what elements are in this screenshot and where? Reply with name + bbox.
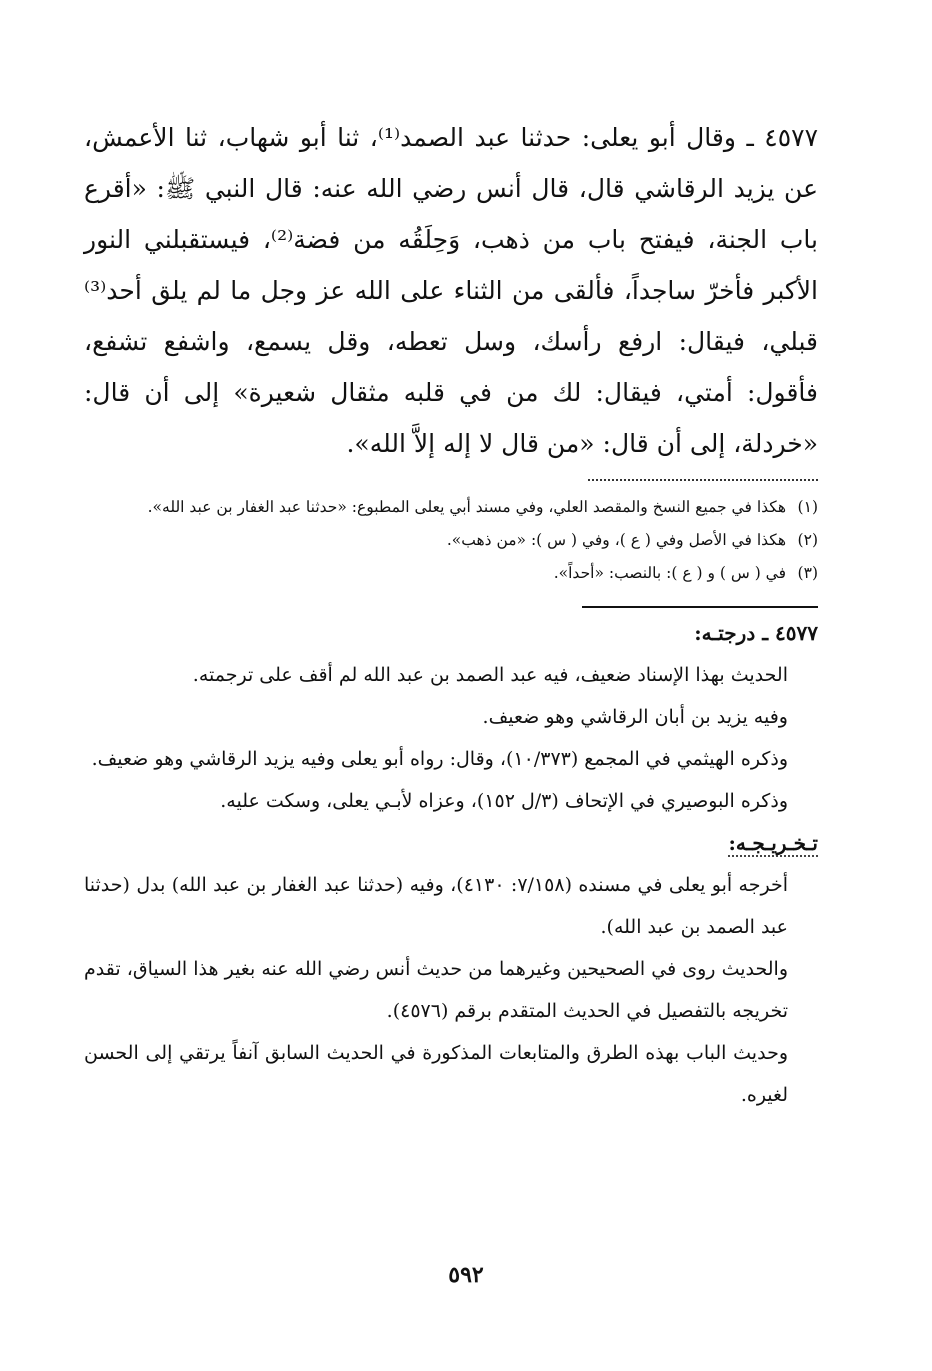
takhrij-heading	[84, 822, 818, 864]
grade-paragraph-4: وذكره البوصيري في الإتحاف (٣/ل ١٥٢)، وعزاه لأبـي يعلى، وسكت عليه.	[220, 790, 788, 812]
grade-heading-label: درجتـه:	[694, 621, 756, 645]
takhrij-paragraph-3: وحديث الباب بهذه الطرق والمتابعات المذكورة في الحديث السابق آنفاً يرتقي إلى الحسن لغيره.	[84, 1042, 788, 1106]
page-number: ٥٩٢	[448, 1262, 484, 1288]
footnote-number: (١)	[797, 498, 818, 516]
takhrij-paragraph-2: والحديث روى في الصحيحين وغيرهما من حديث أنس رضي الله عنه بغير هذا السياق، تقدم تخريجه بالتفصيل في الحديث المتقدم برقم (٤٥٧٦).	[84, 958, 788, 1022]
takhrij-heading-label: تـخـريـجـه:	[728, 831, 818, 855]
footnote-number: (٣)	[797, 564, 818, 582]
footnote-2	[84, 524, 818, 557]
grade-paragraph-2: وفيه يزيد بن أبان الرقاشي وهو ضعيف.	[482, 706, 788, 728]
footnote-1	[84, 491, 818, 524]
page-body	[84, 112, 818, 1352]
grade-heading-number: ٤٥٧٧ ـ	[762, 621, 818, 645]
grade-section	[84, 612, 818, 1116]
footnote-text: في ( س ) و ( ع ): بالنصب: «أحداً».	[553, 564, 786, 582]
hadith-block	[84, 112, 818, 469]
section-rule	[582, 606, 818, 608]
footnote-text: هكذا في الأصل وفي ( ع )، وفي ( س ): «من ذهب».	[446, 531, 786, 549]
footnote-text: هكذا في جميع النسخ والمقصد العلي، وفي مسند أبي يعلى المطبوع: «حدثنا عبد الغفار بن عبد الله».	[147, 498, 786, 516]
grade-heading	[84, 612, 818, 654]
grade-paragraph-1: الحديث بهذا الإسناد ضعيف، فيه عبد الصمد بن عبد الله لم أقف على ترجمته.	[192, 664, 788, 686]
footnotes	[84, 491, 818, 590]
footnote-number: (٢)	[797, 531, 818, 549]
hadith-text: ٤٥٧٧ ـ وقال أبو يعلى: حدثنا عبد الصمد⁽¹⁾، ثنا أبو شهاب، ثنا الأعمش، عن يزيد الرقاشي قال، قال أنس رضي الله عنه: قال النبي ﷺ: «أقرع باب الجنة، فيفتح باب من ذهب، وَحِلَقُه من فضة⁽²⁾، فيستقبلني النور الأكبر فأخرّ ساجداً، فألقى من الثناء على الله عز وجل ما لم يلق أحد⁽³⁾ قبلي، فيقال: ارفع رأسك، وسل تعطه، وقل يسمع، واشفع تشفع، فأقول: أمتي، فيقال: لك من في قلبه مثقال شعيرة» إلى أن قال: «خردلة، إلى أن قال: «من قال لا إله إلاَّ الله».	[84, 123, 818, 458]
takhrij-paragraph-1: أخرجه أبو يعلى في مسنده (٧/١٥٨: ٤١٣٠)، وفيه (حدثنا عبد الغفار بن عبد الله) بدل (حدثنا عبد الصمد بن عبد الله).	[84, 874, 788, 938]
footnote-separator	[588, 479, 818, 485]
footnote-3	[84, 557, 818, 590]
grade-paragraph-3: وذكره الهيثمي في المجمع (١٠/٣٧٣)، وقال: رواه أبو يعلى وفيه يزيد الرقاشي وهو ضعيف.	[91, 748, 788, 770]
